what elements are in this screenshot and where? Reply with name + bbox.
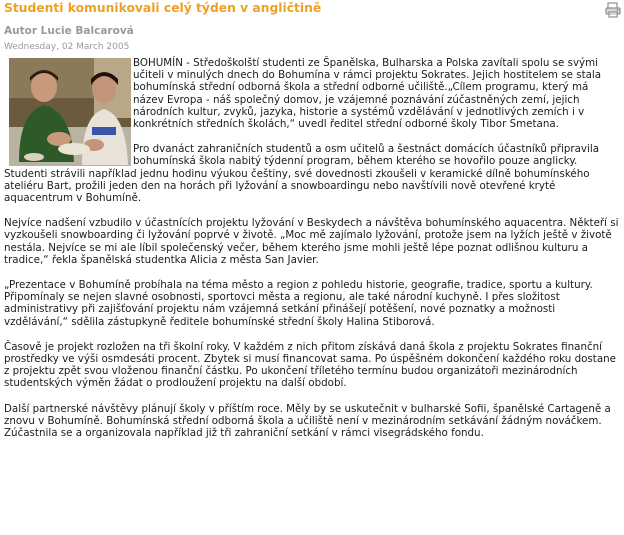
paragraph: Časově je projekt rozložen na tři školní roky. V každém z nich přitom získává daná škola z projektu Sokrates finanční prostředky ve výši osmdesáti procent. Zbytek si musí financovat sama. Po úspěšném dokončení každého roku dostane z projektu zpět svou vloženou finanční částku. Po ukončení tříletého termínu budou organizátoři mezinárodních studentských výměn žádat o prodloužení projektu na další období.	[4, 340, 617, 390]
article-author: Autor Lucie Balcarová	[4, 25, 134, 37]
paragraph: „Prezentace v Bohumíně probíhala na téma město a region z pohledu historie, geografie, tradice, sportu a kultury. Připomínaly se nejen slavné osobnosti, sportovci města a regionu, ale také národní kuchyně. I přes složitost administrativy při zajišťování projektu nám vzájemná setkání přinášejí potěšení, nové poznatky a možnosti vzdělávání,“ sdělila zástupkyně ředitele bohumínské střední školy Halina Stiborová.	[4, 279, 593, 328]
print-icon[interactable]	[605, 2, 621, 18]
paragraph: Pro dvanáct zahraničních studentů a osm učitelů a šestnáct domácích účastníků připravila bohumínská škola nabitý týdenní program, během kterého se hovořilo pouze anglicky. Studenti strávili například jednu hodinu výukou češtiny, své dovednosti zkoušeli v keramické dílně bohumínského ateliéru Bart, prožili jeden den na horách při lyžování a snowboardingu nebo navštívili nově otevřené kryté aquacentrum v Bohumíně.	[4, 143, 600, 205]
paragraph: Další partnerské návštěvy plánují školy v příštím roce. Měly by se uskutečnit v bulharské Sofii, španělské Cartageně a znovu v Bohumíně. Bohumínská střední odborná škola a učiliště není v mezinárodním setkávání žádným nováčkem. Zúčastnila se a organizovala například již tři zahraniční setkání v rámci visegrádského fondu.	[4, 402, 611, 440]
paragraph: Nejvíce nadšení vzbudilo v účastnících projektu lyžování v Beskydech a návštěva bohumínského aquacentra. Někteří si vyzkoušeli snowboarding či lyžování poprvé v životě. „Moc mě zajímalo lyžování, protože jsem na lyžích ještě v životě nestála. Nejvíce se mi ale líbil společenský večer, během kterého jsme mohli ještě lépe poznat odlišnou kulturu a tradice,“ řekla španělská studentka Alicia z města San Javier.	[4, 217, 619, 266]
article-title: Studenti komunikovali celý týden v angličtině	[4, 1, 322, 15]
article-photo	[4, 57, 133, 167]
article-body	[4, 57, 620, 452]
article-date: Wednesday, 02 March 2005	[4, 42, 130, 52]
paragraph: BOHUMÍN - Středoškolští studenti ze Španělska, Bulharska a Polska zavítali spolu se svými učiteli v minulých dnech do Bohumína v rámci projektu Sokrates. Jejich hostitelem se stala bohumínská střední odborná škola a střední odborné učiliště.„Cílem programu, který má název Evropa - náš společný domov, je vzájemné poznávání zúčastněných zemí, jejich národních kultur, zvyků, jazyka, historie a systémů vzdělávání v jednotlivých zemích i v konkrétních středních školách,“ uvedl ředitel střední odborné školy Tibor Smetana.	[133, 57, 602, 131]
